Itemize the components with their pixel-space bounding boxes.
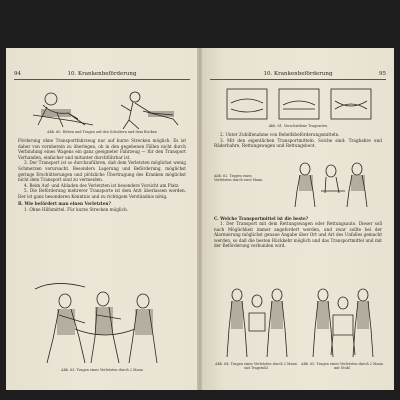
illustration-hand-grips [225, 85, 375, 123]
paragraph: 5. Die Beförderung mehrerer Transporte ist dem Arzt überlassen werden. Der ist ganz besonderen Kenntnis und zu richtigem Verständnis nötig. [18, 188, 186, 199]
paragraph: 4. Beim Auf- und Abladen des Verletzten ist besondere Vorsicht am Platz. [24, 182, 180, 188]
running-title-right: 10. Krankenbeförderung [263, 71, 333, 77]
figure-chair-carry-1 [216, 284, 298, 360]
running-title-left: 10. Krankenbeförderung [67, 71, 137, 77]
page-number-right: 95 [379, 71, 386, 77]
paragraph: 3. Mit den eigentlichen Transportmitteln. Solche sind: Tragbahre und Räderbahre, Rettungswagen und Rettungsboot. [214, 137, 382, 149]
paragraph: 2. Unter Zuhilfenahme von Behelfsbeförderungsmitteln. [220, 132, 340, 137]
section-heading: C. Welche Transportmittel ist die beste? [214, 215, 309, 221]
illustration-lifting [23, 85, 183, 129]
paragraph: 1. Ohne Hilfsmittel. Für kurze Strecken möglich. [24, 206, 128, 212]
caption-fig-61: Abb. 61. Verschiedene Tragearten [268, 124, 328, 128]
caption-fig-64: Abb. 64. Tragen eines Verletzten durch 2 Mann mit Tragstuhl [215, 362, 297, 371]
figure-two-man-seat [274, 160, 380, 210]
illustration-carrying [25, 279, 175, 365]
running-head-right [210, 70, 386, 80]
left-page [6, 48, 198, 390]
illustration-chair-carry-1 [217, 285, 297, 359]
caption-fig-62: Abb. 62. Tragen eines Verletzten durch zwei Mann [214, 174, 263, 183]
illustration-chair-carry-2 [303, 285, 383, 359]
right-page [202, 48, 394, 390]
paragraph: 3. Der Transport ist so durchzuführen, daß dem Verletzten möglichst wenig Schmerzen verursacht. Besonders Lagerung und Beförderung, möglichst geringe Erschütterungen und plötzliche Übertragung des Kranken möglichst nicht dem Transport sind zu vermeiden. [18, 160, 186, 183]
running-head-left [14, 70, 190, 80]
page-number-left: 94 [14, 71, 21, 77]
paragraph: 1. Der Transport mit dem Rettungswagen oder Rettungsauto. Dieser soll nach Möglichkeit immer angefordert werden, und zwar sollte bei der Alarmierung möglichst genaue Angabe über Ort und Art des Unfalles gemacht werden, so daß die besten Rückkehr möglich und das Transportmittel und mit der Beförderung verbunden wird. [214, 221, 382, 249]
figure-lift-carry [22, 84, 184, 130]
right-body-text-b [214, 214, 382, 249]
figure-grips [224, 84, 376, 124]
right-body-text-a [214, 132, 382, 149]
book-spread [6, 48, 394, 390]
left-body-text [18, 138, 186, 212]
figure-chair-carry-2 [302, 284, 384, 360]
caption-fig-63: Abb. 63. Tragen eines Verletzten durch 2 Mann [61, 368, 143, 372]
figure-two-man-carry [24, 278, 176, 366]
caption-fig-65: Abb. 65. Tragen eines Verletzten durch 2 Mann mit Stuhl [301, 362, 383, 371]
illustration-seat-carry [275, 161, 379, 209]
section-heading: B. Wie befördert man einen Verletzten? [18, 201, 111, 207]
caption-fig-60: Abb. 60. Heben und Tragen auf den Schultern und dem Rücken [47, 130, 157, 134]
paragraph: Förderung ohne Transportfahrzeug nur auf kurze Strecken möglich. Es ist daher von vornherein zu überlegen, ob in den gegebenen Fällen nicht durch Verbindung eines Wagens ein ganz geeigneter Fahrzeug — für den Transport Vorhanden, einfacher und mitunter durchführbar ist. [18, 138, 186, 160]
